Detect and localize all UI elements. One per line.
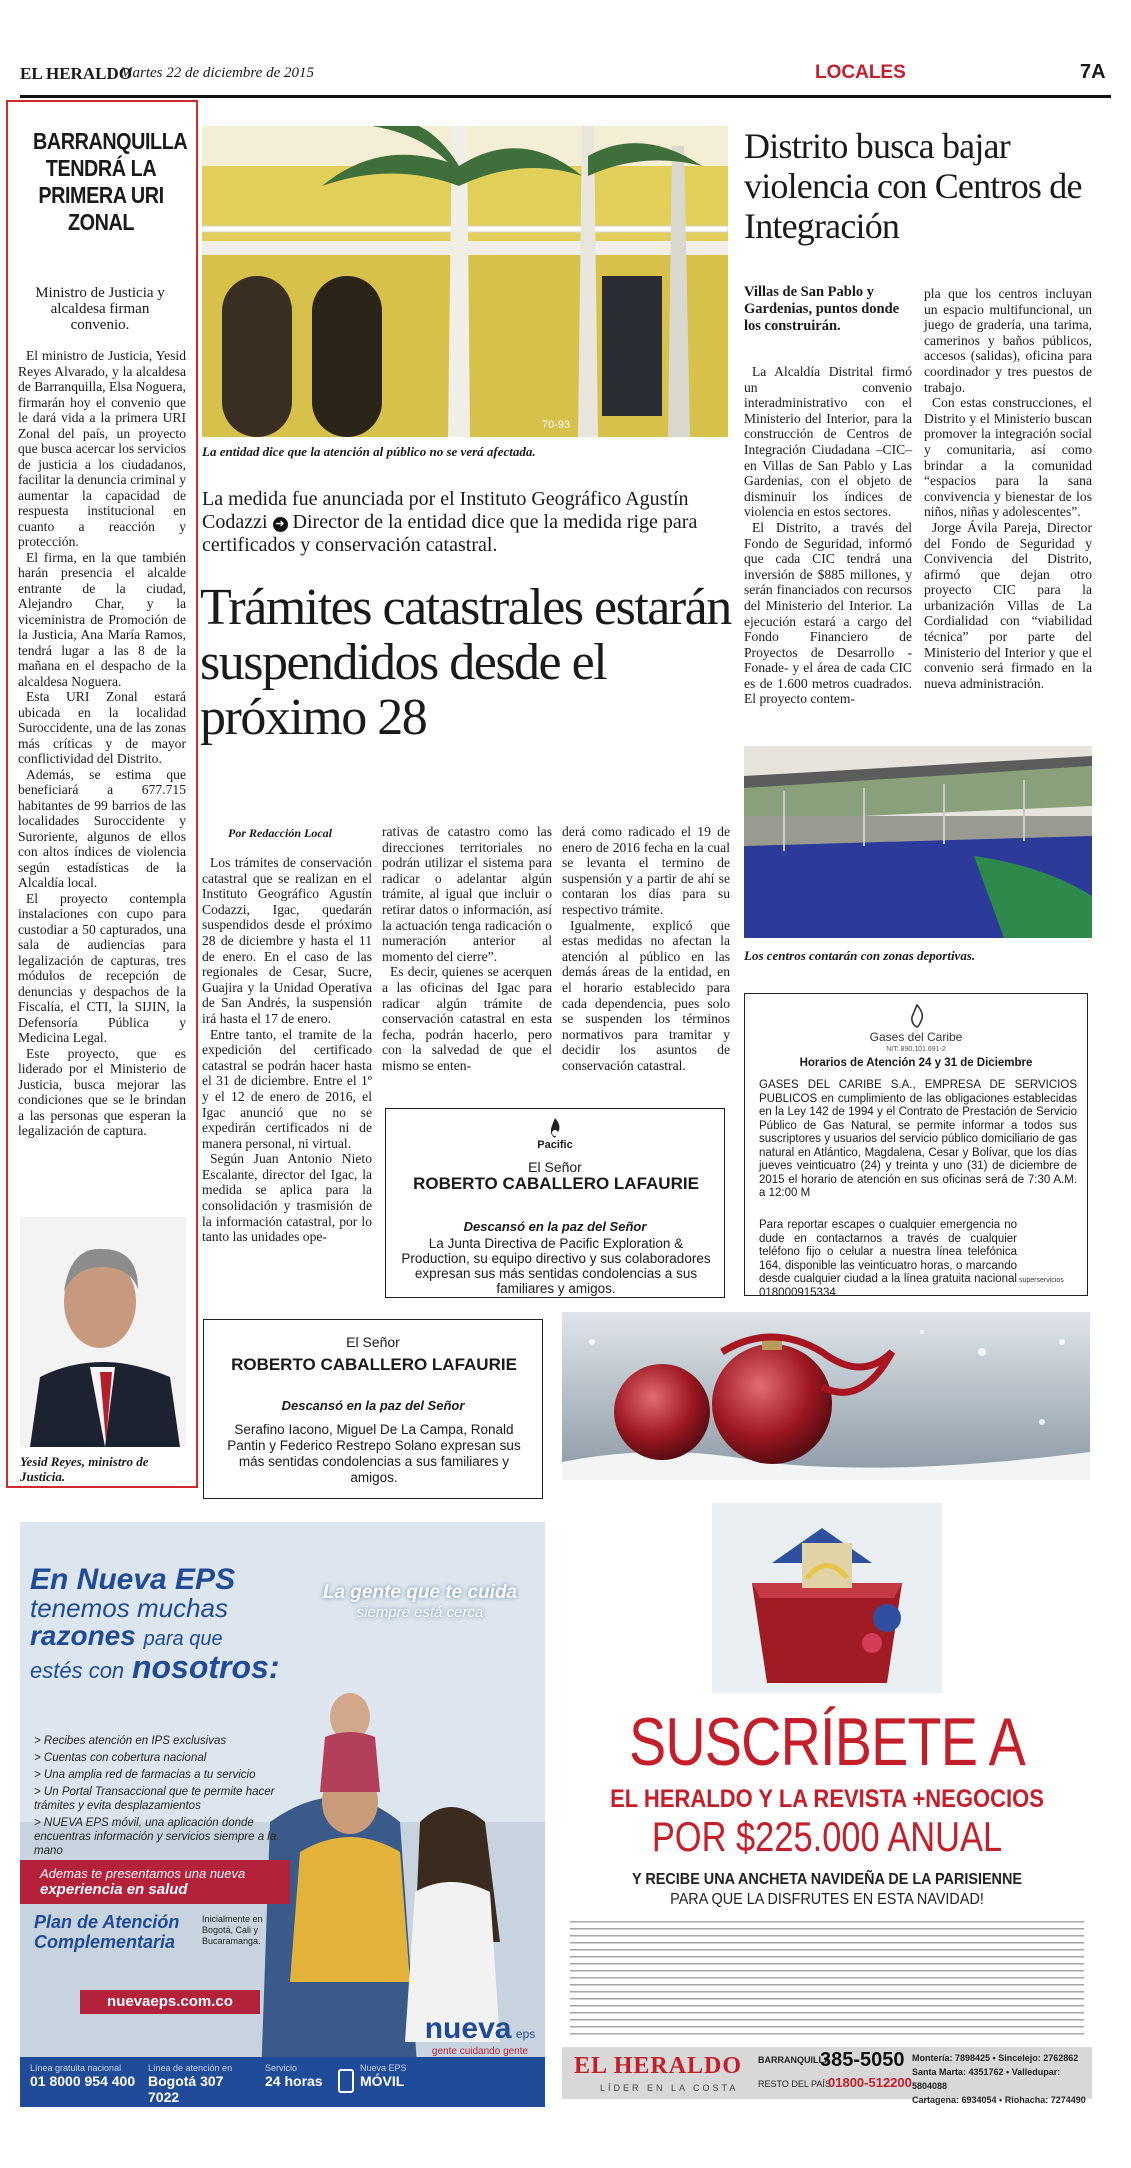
subscribe-title: SUSCRÍBETE A — [628, 1704, 1026, 1780]
pacific-obituary-ad — [385, 1108, 725, 1298]
header-date: Martes 22 de diciembre de 2015 — [120, 65, 314, 81]
obituary-ad — [203, 1319, 543, 1499]
eps-line-label: Línea gratuita nacional — [30, 2063, 122, 2073]
subscribe-line-2: PARA QUE LA DISFRUTES EN ESTA NAVIDAD! — [670, 1891, 984, 1908]
phone-icon — [338, 2069, 354, 2093]
eps-present-1: Ademas te presentamos una nueva — [40, 1866, 246, 1881]
right-headline: Distrito busca bajar violencia con Centros de Integración — [744, 126, 1082, 246]
pacific-deceased-name: ROBERTO CABALLERO LAFAURIE — [413, 1174, 699, 1193]
obituary-body: Serafino Iacono, Miguel De La Campa, Ronald Pantin y Federico Restrepo Solano expresan sus más sentidas condolencias a sus familiares y amigos. — [227, 1422, 521, 1485]
eps-headline-2: tenemos muchas — [30, 1593, 228, 1623]
right-paragraph: Jorge Ávila Pareja, Director del Fondo de Seguridad y Convivencia del Distrito, afirmó que dejan otro proyecto CIC para la urbanización Villas de La Cordialidad con “viabilidad técnica” por parte del Ministerio del Interior y que el convenio será firmado en la nueva administración. — [924, 519, 1092, 691]
eps-plan-2: Complementaria — [34, 1932, 176, 1952]
right-col-2 — [924, 286, 1092, 691]
eps-bullet: > Cuentas con cobertura nacional — [34, 1752, 207, 1764]
gases-nit: NIT: 890.101.691-2 — [886, 1046, 946, 1053]
main-paragraph: rativas de catastro como las direcciones territoriales no podrán utilizar el sistema para radicar o adelantar algún trámite, al igual que incluir o retirar datos o información, así la actuación tenga radicación o numeración anterior al momento del cierre”. — [382, 824, 552, 964]
eps-headline-4: para que — [143, 1628, 223, 1650]
right-paragraph: La Alcaldía Distrital firmó un convenio interadministrativo con el Ministerio del Interior, para la construcción de Centros de Integración Ciudadana –CIC– en Villas de San Pablo y Las Gardenias, con el objeto de disminuir los índices de violencia en estos sectores. — [744, 364, 912, 520]
eps-url: nuevaeps.com.co — [80, 1990, 260, 2014]
eps-bullets — [34, 1734, 284, 1861]
main-headline: Trámites catastrales estarán suspendidos desde el próximo 28 — [200, 579, 731, 746]
main-paragraph: Es decir, quienes se acerquen a las oficinas del Igac para radicar algún trámite de conservación catastral en esta fecha, podrán hacerlo, pero con la salvedad de que el mismo se enten- — [382, 964, 552, 1073]
subscribe-logo-tag: LÍDER EN LA COSTA — [600, 2083, 739, 2093]
eps-tagline-1: La gente que te cuida — [322, 1582, 518, 1603]
igac-photo-caption: La entidad dice que la atención al público no se verá afectada. — [202, 444, 536, 459]
pacific-intro: El Señor — [528, 1159, 582, 1175]
main-paragraph: Igualmente, explicó que estas medidas no afectan la atención al público en las demás áreas de la entidad, en el horario establecido para cada dependencia, pues solo se suspenden los términos normativos para tramitar y decidir los asuntos de conservación catastral. — [562, 917, 730, 1073]
gases-brand: Gases del Caribe — [869, 1030, 963, 1044]
sidebar-title: BARRANQUILLA TENDRÁ LA PRIMERA URI ZONAL — [33, 128, 188, 235]
eps-line-value: 01 8000 954 400 — [30, 2073, 136, 2089]
subscribe-cities: Montería: 7898425 • Sincelejo: 2762862 — [912, 2053, 1079, 2063]
minister-photo — [20, 1217, 186, 1447]
sidebar-paragraph: El ministro de Justicia, Yesid Reyes Alvarado, y la alcaldesa de Barranquilla, Elsa Noguera, firmarán hoy el convenio que le dará vida a la primera URI Zonal del país, un proyecto que busca acercar los servicios de justicia a los ciudadanos, facilitar la denuncia criminal y aumentar la capacidad de respuesta institucional en cuanto a reacción y protección. — [18, 348, 186, 549]
sports-court-caption: Los centros contarán con zonas deportivas. — [744, 948, 976, 963]
sidebar-paragraph: El proyecto contempla instalaciones con cupo para custodiar a 50 capturados, una sala de audiencias para legalización de capturas, tres módulos de recepción de denuncias y despachos de la Fiscalía, el CTI, la SIJIN, la Defensoría Pública y Medicina Legal. — [18, 890, 186, 1045]
eps-headline-5: estés con — [30, 1658, 125, 1683]
sidebar-paragraph: Esta URI Zonal estará ubicada en la localidad Suroccidente, una de las zonas más críticas y de mayor conflictividad del Distrito. — [18, 689, 186, 766]
eps-headline-1: En Nueva EPS — [30, 1563, 236, 1596]
subscribe-rest-label: RESTO DEL PAÍS — [758, 2079, 831, 2089]
eps-bullet: > Recibes atención en IPS exclusivas — [34, 1735, 227, 1747]
gases-footer-logo: superservicios — [1019, 1277, 1064, 1284]
main-kicker-lead: La medida fue anunciada por el Instituto Geográfico Agustín Codazzi — [202, 488, 689, 533]
subscribe-price: POR $225.000 ANUAL — [651, 1813, 1003, 1860]
page-header — [20, 58, 1111, 98]
subscribe-sub: EL HERALDO Y LA REVISTA +NEGOCIOS — [610, 1785, 1044, 1813]
obituary-rest: Descansó en la paz del Señor — [281, 1398, 465, 1413]
main-kicker-sub: Director de la entidad dice que la medida rige para certificados y conservación catastral. — [202, 511, 698, 556]
gases-p1: GASES DEL CARIBE S.A., EMPRESA DE SERVICIOS PUBLICOS en cumplimiento de las obligaciones establecidas en la Ley 142 de 1994 y el Contrato de Prestación de Servicio Público de Gas Natural, se permite informar a todos sus suscriptores y usuarios del servicio público domiciliario de gas natural en Atlántico, Magdalena, Cesar y Bolívar, que los días jueves veinticuatro (24) y treinta y uno (31) de diciembre de 2015 el horario de atención en sus oficinas será de 7:30 A.M. a 12:00 M — [759, 1079, 1077, 1199]
right-kicker: Villas de San Pablo y Gardenias, puntos donde los construirán. — [744, 284, 900, 334]
arrow-circle-icon: ➜ — [273, 517, 288, 532]
pacific-flame-icon — [544, 1117, 566, 1139]
eps-logo-1: nueva — [424, 2012, 512, 2045]
subscribe-footer-bar — [562, 2047, 1092, 2105]
pacific-rest: Descansó en la paz del Señor — [463, 1219, 647, 1234]
gift-basket-image — [712, 1503, 942, 1693]
eps-logo-2: eps — [515, 2027, 536, 2041]
eps-plan-note: Inicialmente en Bogotá, Cali y Bucaramanga. — [202, 1914, 263, 1946]
eps-present-2: experiencia en salud — [40, 1881, 188, 1898]
eps-plan-1: Plan de Atención — [34, 1912, 180, 1932]
byline — [228, 826, 332, 841]
subscribe-phone-label: BARRANQUILLA — [758, 2055, 831, 2065]
sports-court-photo — [744, 746, 1092, 938]
main-paragraph: Según Juan Antonio Nieto Escalante, director del Igac, la medida se aplica para la consolidación y trasmisión de la información catastral, por lo tanto las unidades ope- — [202, 1151, 372, 1245]
subscribe-phone: 385-5050 — [820, 2049, 905, 2071]
subscribe-ad — [562, 1495, 1092, 2107]
gases-title: Horarios de Atención 24 y 31 de Diciembre — [799, 1057, 1033, 1069]
eps-line-value: 24 horas — [265, 2073, 323, 2089]
eps-tagline-2: siempre está cerca — [356, 1604, 484, 1621]
main-kicker — [202, 488, 730, 557]
right-paragraph: Con estas construcciones, el Distrito y el Ministerio buscan promover la integración social y comunitaria, así como brindar a la comunidad “espacios para la sana convivencia y bienestar de los niños, niñas y adolescentes”. — [924, 395, 1092, 520]
sidebar-body — [18, 348, 186, 1139]
eps-line-label: Línea de atención en — [148, 2063, 233, 2073]
masthead-name: EL HERALDO — [20, 64, 132, 83]
eps-bullet: > NUEVA EPS móvil, una aplicación donde encuentras información y servicios siempre a la mano — [34, 1817, 277, 1857]
eps-headline-3: razones — [30, 1620, 136, 1651]
subscribe-logo: EL HERALDO — [574, 2053, 743, 2079]
main-paragraph: Entre tanto, el tramite de la expedición del certificado catastral se podrán hacer hasta el 31 de diciembre. Entre el 1º y el 12 de enero de 2016, el Igac anunció que no se expedirán certificados ni de manera personal, ni virtual. — [202, 1026, 372, 1151]
main-paragraph: derá como radicado el 19 de enero de 2016 fecha en la cual se levanta el termino de suspensión y a partir de ahí se contaran los días para su respectivo trámite. — [562, 824, 730, 917]
main-col-2 — [382, 824, 552, 1074]
eps-bullet: > Un Portal Transaccional que te permite hacer trámites y evita desplazamientos — [34, 1786, 275, 1812]
section-name: LOCALES — [815, 62, 906, 83]
main-col-3 — [562, 824, 730, 1074]
sidebar-subtitle: Ministro de Justicia y alcaldesa firman convenio. — [35, 285, 165, 333]
byline-prefix: Por — [228, 826, 246, 840]
obituary-deceased-name: ROBERTO CABALLERO LAFAURIE — [231, 1355, 517, 1374]
sidebar-paragraph: El firma, en la que también harán presencia el alcalde entrante de la ciudad, Alejandro Char, y la viceministra de Promoción de la Justicia, Ana María Ramos, tendrá lugar a las 8 de la mañana en el despacho de la alcaldesa Noguera. — [18, 549, 186, 689]
pacific-body: La Junta Directiva de Pacific Exploration & Production, su equipo directivo y sus colaboradores expresan sus más sentidas condolencias a sus familiares y amigos. — [401, 1236, 711, 1296]
sidebar-box — [6, 100, 198, 1488]
pacific-logo-text: Pacific — [537, 1139, 573, 1151]
christmas-ornament-image — [562, 1312, 1090, 1480]
eps-bullet: > Una amplia red de farmacias a tu servicio — [34, 1769, 256, 1781]
igac-photo — [202, 126, 728, 437]
byline-author: Redacción Local — [249, 826, 332, 840]
eps-contact-bar — [20, 2057, 545, 2107]
eps-slogan: gente cuidando gente — [431, 2046, 529, 2057]
gases-flame-icon — [906, 1004, 928, 1028]
subscribe-cities: Santa Marta: 4351762 • Valledupar: 5804088 — [912, 2067, 1061, 2091]
eps-headline-6: nosotros: — [131, 1649, 280, 1685]
sidebar-paragraph: Además, se estima que beneficiará a 677.715 habitantes de 99 barrios de las localidades Suroccidente y Suroriente, algunos de ellos con altos índices de violencia según estadísticas de la Alcaldía local. — [18, 766, 186, 890]
right-col-1 — [744, 364, 912, 707]
subscribe-cities: Cartagena: 6934054 • Riohacha: 7274490 — [912, 2095, 1086, 2105]
minister-caption: Yesid Reyes, ministro de Justicia. — [20, 1454, 149, 1484]
gases-caribe-ad — [744, 993, 1088, 1299]
obituary-intro: El Señor — [346, 1334, 400, 1350]
nueva-eps-ad — [20, 1522, 545, 2107]
subscribe-rest-phone: 01800-512200 — [828, 2075, 912, 2090]
house-number: 70-93 — [542, 419, 571, 431]
gases-p2: Para reportar escapes o cualquier emergencia no dude en contactarnos a través de cualquier teléfono fijo o celular a nuestra línea telefónica 164, disponible las veinticuatro horas, o marcando desde cualquier ciudad a la línea gratuita nacional 018000915334 — [759, 1219, 1017, 1299]
right-paragraph: pla que los centros incluyan un espacio multifuncional, un juego de gradería, una tarima, camerinos y baños públicos, accesos (salidas), oficina para coordinador y tres puestos de trabajo. — [924, 286, 1092, 395]
eps-line-value: Bogotá 307 7022 — [148, 2073, 224, 2105]
eps-line-value: MÓVIL — [360, 2073, 405, 2089]
sidebar-paragraph: Este proyecto, que es liderado por el Ministerio de Justicia, busca mejorar las condiciones que se le brindan a las personas que esperan la legalización de captura. — [18, 1045, 186, 1138]
right-paragraph: El Distrito, a través del Fondo de Seguridad, informó que cada CIC tendrá una inversión de $885 millones, y serán financiados con recursos del Ministerio del Interior. La ejecución estará a cargo del Fondo Financiero de Proyectos de Desarrollo -Fonade- y el área de cada CIC es de 1.600 metros cuadrados. El proyecto contem- — [744, 519, 912, 707]
page-number: 7A — [1080, 61, 1106, 83]
eps-line-label: Nueva EPS — [360, 2063, 407, 2073]
main-paragraph: Los trámites de conservación catastral que se realizan en el Instituto Geográfico Agustín Codazzi, Igac, quedarán suspendidos desde el próximo 28 de diciembre y hasta el 11 de enero. En el caso de las regionales de Cesar, Sucre, Guajira y la Unidad Operativa de San Andrés, la suspensión irá hasta el 17 de enero. — [202, 855, 372, 1026]
subscribe-fine-print — [570, 1919, 1084, 2037]
eps-line-label: Servicio — [265, 2063, 298, 2073]
main-col-1 — [202, 855, 372, 1245]
subscribe-line-1: Y RECIBE UNA ANCHETA NAVIDEÑA DE LA PARISIENNE — [632, 1871, 1022, 1888]
